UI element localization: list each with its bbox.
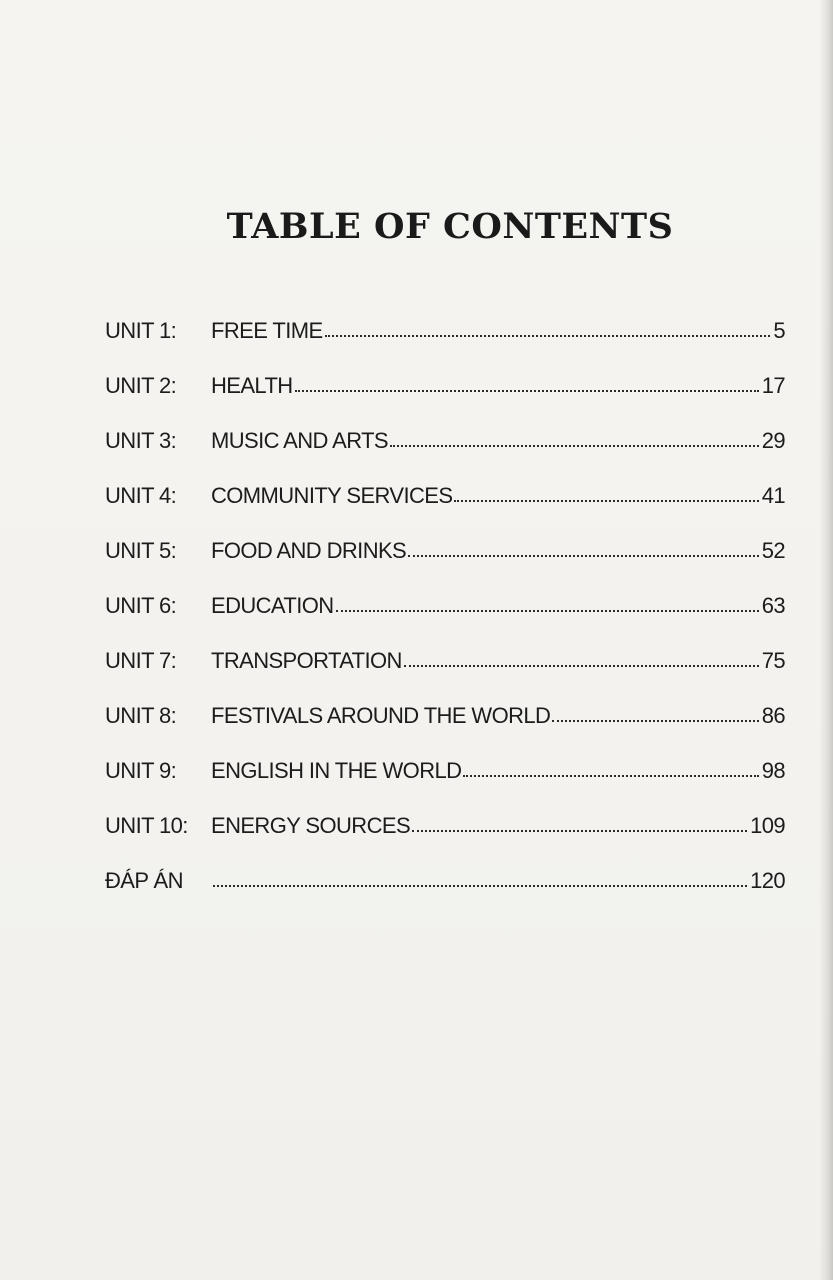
toc-entry <box>105 318 785 373</box>
toc-page-number: 17 <box>761 373 785 398</box>
toc-entry-title: MUSIC AND ARTS <box>211 428 389 453</box>
toc-dot-leader <box>390 445 759 447</box>
toc-entry <box>105 703 785 758</box>
page-title: TABLE OF CONTENTS <box>226 206 674 247</box>
toc-dot-leader <box>213 885 747 887</box>
toc-unit-label: UNIT 3: <box>105 428 177 453</box>
toc-entry-title: ENERGY SOURCES <box>211 813 411 838</box>
toc-entry-title: FOOD AND DRINKS <box>211 538 407 563</box>
toc-dot-leader <box>454 500 758 502</box>
table-of-contents <box>105 318 785 923</box>
toc-unit-label: ĐÁP ÁN <box>105 868 183 893</box>
toc-unit-label: UNIT 1: <box>105 318 177 343</box>
toc-entry-title: HEALTH <box>211 373 293 398</box>
toc-unit-label: UNIT 4: <box>105 483 177 508</box>
toc-entry-title: EDUCATION <box>211 593 334 618</box>
toc-dot-leader <box>336 610 759 612</box>
toc-page-number: 41 <box>761 483 785 508</box>
toc-unit-label: UNIT 10: <box>105 813 188 838</box>
toc-page-number: 86 <box>761 703 785 728</box>
page-edge-shadow <box>819 0 833 1280</box>
toc-entry <box>105 758 785 813</box>
toc-dot-leader <box>408 555 759 557</box>
toc-entry <box>105 593 785 648</box>
toc-entry-title: COMMUNITY SERVICES <box>211 483 453 508</box>
toc-unit-label: UNIT 7: <box>105 648 177 673</box>
toc-dot-leader <box>552 720 758 722</box>
toc-dot-leader <box>325 335 771 337</box>
toc-entry <box>105 648 785 703</box>
toc-entry <box>105 813 785 868</box>
toc-page-number: 98 <box>761 758 785 783</box>
toc-dot-leader <box>404 665 759 667</box>
toc-page-number: 63 <box>761 593 785 618</box>
toc-dot-leader <box>463 775 758 777</box>
toc-page-number: 120 <box>750 868 785 893</box>
toc-page-number: 5 <box>773 318 785 343</box>
toc-entry <box>105 373 785 428</box>
toc-unit-label: UNIT 2: <box>105 373 177 398</box>
toc-dot-leader <box>295 390 759 392</box>
toc-entry-title: FREE TIME <box>211 318 323 343</box>
toc-unit-label: UNIT 5: <box>105 538 177 563</box>
toc-entry-answers <box>105 868 785 923</box>
toc-entry <box>105 538 785 593</box>
toc-page-number: 52 <box>761 538 785 563</box>
toc-entry-title: TRANSPORTATION <box>211 648 402 673</box>
toc-page-number: 29 <box>761 428 785 453</box>
toc-unit-label: UNIT 6: <box>105 593 177 618</box>
toc-unit-label: UNIT 9: <box>105 758 177 783</box>
toc-entry <box>105 483 785 538</box>
toc-page-number: 75 <box>761 648 785 673</box>
toc-dot-leader <box>412 830 747 832</box>
toc-unit-label: UNIT 8: <box>105 703 177 728</box>
toc-entry-title: ENGLISH IN THE WORLD <box>211 758 462 783</box>
toc-entry <box>105 428 785 483</box>
toc-entry-title: FESTIVALS AROUND THE WORLD <box>211 703 551 728</box>
toc-page-number: 109 <box>750 813 785 838</box>
